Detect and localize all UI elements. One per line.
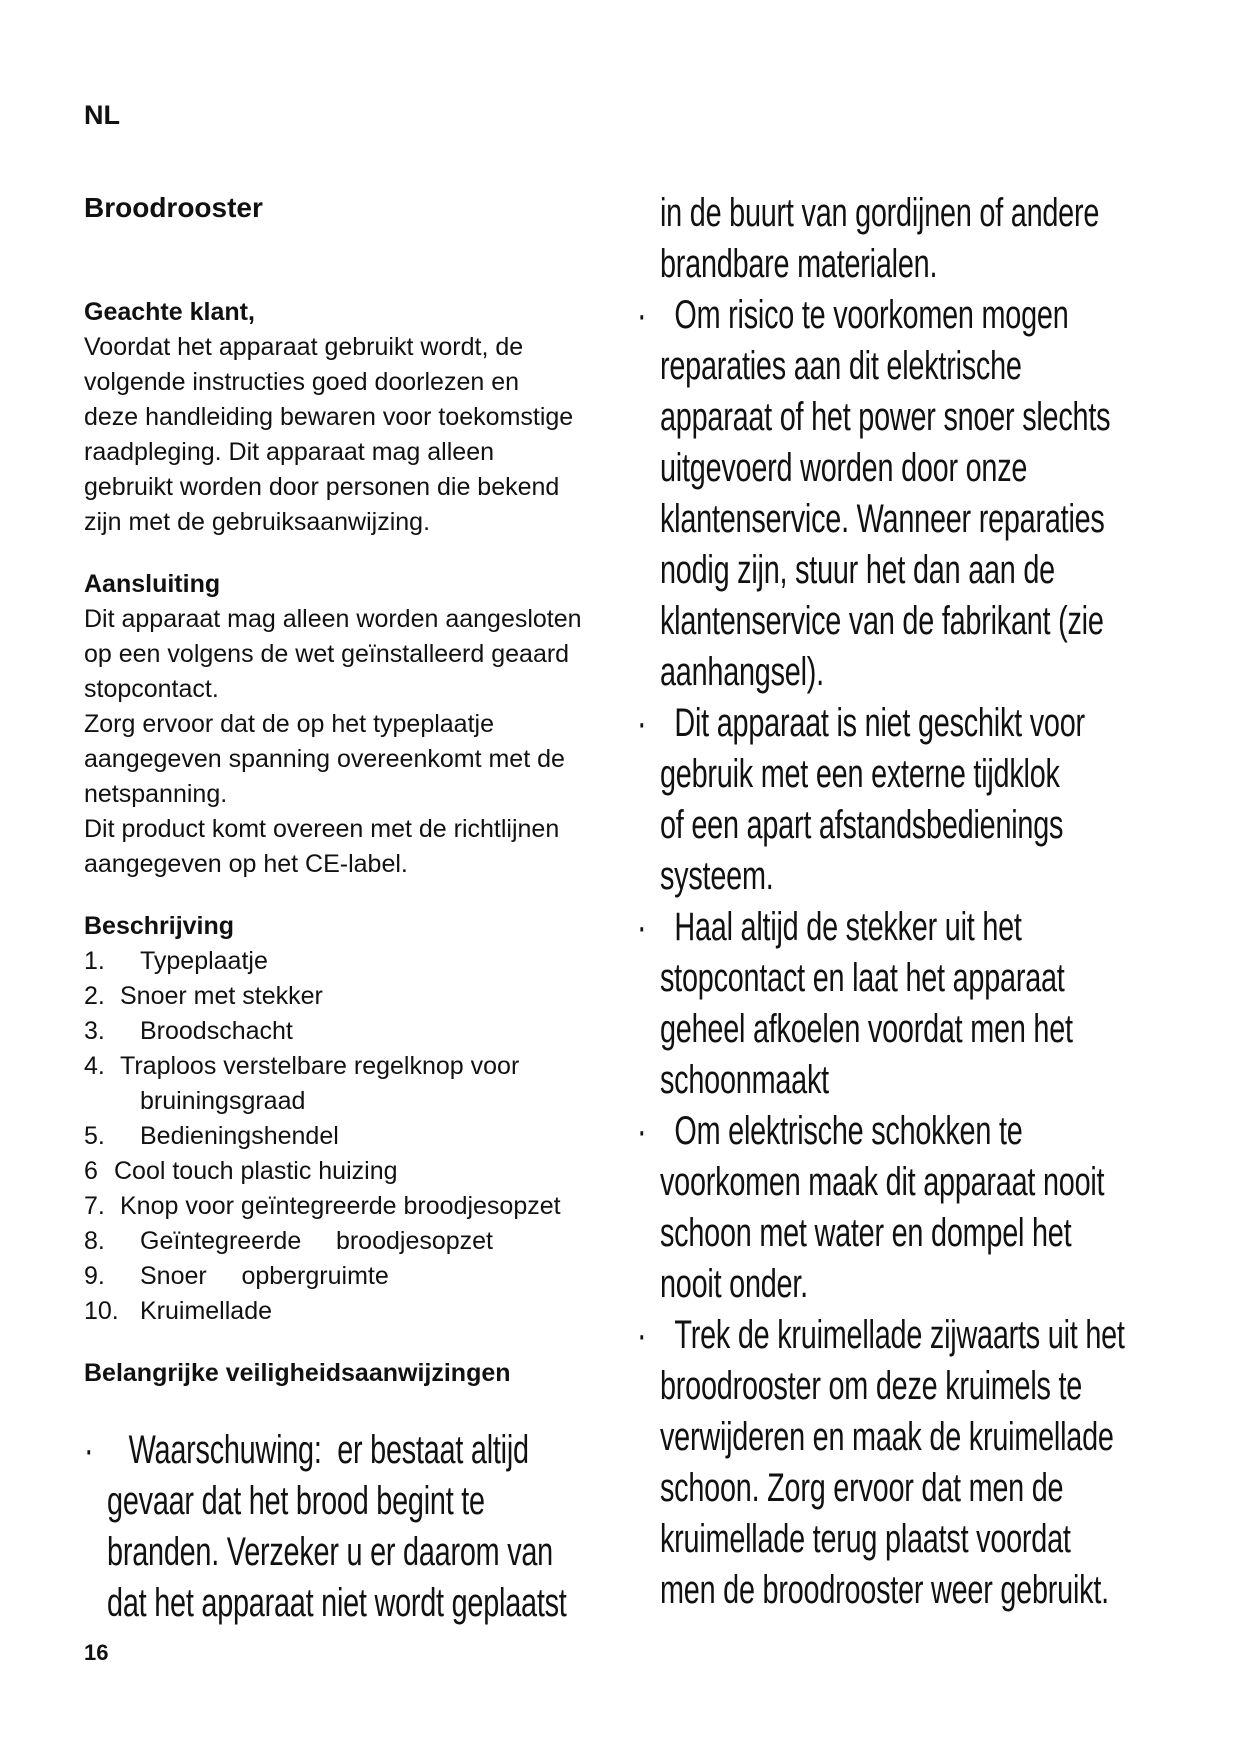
continuation-line: brandbare materialen. — [660, 242, 938, 286]
text-line: klantenservice. Wanneer reparaties — [660, 497, 1105, 541]
text-line: systeem. — [660, 854, 774, 898]
list-item — [84, 1189, 624, 1224]
item-text: Typeplaatje — [140, 947, 268, 975]
list-item — [84, 1049, 624, 1084]
safety-item — [636, 1106, 1241, 1310]
bullet-first-line: Dit apparaat is niet geschikt voor — [674, 701, 1085, 745]
intro-section — [84, 295, 624, 540]
bullet-first-line: Haal altijd de stekker uit het — [674, 905, 1022, 949]
text-line: gebruikt worden door personen die bekend — [84, 473, 560, 501]
item-text: Knop voor geïntegreerde broodjesopzet — [120, 1192, 561, 1220]
text-line: aangegeven spanning overeenkomt met de — [84, 745, 565, 773]
text-line: Dit apparaat mag alleen worden aangesloten — [84, 605, 582, 633]
text-line: klantenservice van de fabrikant (zie — [660, 599, 1104, 643]
text-line: zijn met de gebruiksaanwijzing. — [84, 508, 431, 536]
text-line: dat het apparaat niet wordt geplaatst — [107, 1581, 567, 1625]
list-item — [84, 1154, 624, 1189]
list-item — [84, 1294, 624, 1329]
text-line: verwijderen en maak de kruimellade — [660, 1415, 1114, 1459]
bullet-row — [84, 1425, 631, 1476]
list-item — [84, 979, 624, 1014]
item-number: 2. — [84, 982, 105, 1010]
bullet-first-line: Trek de kruimellade zijwaarts uit het — [674, 1313, 1125, 1357]
text-line: schoon. Zorg ervoor dat men de — [660, 1466, 1064, 1510]
safety-item — [636, 290, 1241, 698]
bullet-icon: · — [636, 1109, 647, 1153]
text-line: nodig zijn, stuur het dan aan de — [660, 548, 1055, 592]
bullet-icon: · — [636, 1313, 647, 1357]
item-number: 3. — [84, 1017, 105, 1045]
text-line: geheel afkoelen voordat men het — [660, 1007, 1073, 1051]
page-title: Broodrooster — [84, 192, 263, 223]
text-line: men de broodrooster weer gebruikt. — [660, 1568, 1109, 1612]
intro-text — [84, 330, 624, 540]
description-section — [84, 909, 624, 1329]
text-line: volgende instructies goed doorlezen en — [84, 368, 520, 396]
list-item — [84, 944, 624, 979]
description-heading: Beschrijving — [84, 912, 235, 940]
list-item — [84, 1014, 624, 1049]
text-line: schoon met water en dompel het — [660, 1211, 1072, 1255]
text-line: kruimellade terug plaatst voordat — [660, 1517, 1071, 1561]
left-column — [84, 295, 624, 1418]
list-item — [84, 1119, 624, 1154]
text-line: Zorg ervoor dat de op het typeplaatje — [84, 710, 494, 738]
item-number: 10. — [84, 1297, 119, 1325]
item-text: Bedieningshendel — [140, 1122, 339, 1150]
item-text: Traploos verstelbare regelknop voor — [120, 1052, 520, 1080]
item-text: bruiningsgraad — [140, 1087, 306, 1115]
text-line: netspanning. — [84, 780, 228, 808]
bullet-row — [636, 902, 1241, 953]
safety-item — [636, 902, 1241, 1106]
list-item — [84, 1224, 624, 1259]
safety-item — [636, 1310, 1241, 1616]
bullet-row — [636, 1310, 1241, 1361]
safety-section — [84, 1356, 624, 1391]
item-number: 4. — [84, 1052, 105, 1080]
text-line: gebruik met een externe tijdklok — [660, 752, 1060, 796]
connection-section — [84, 567, 624, 882]
item-text: Snoer met stekker — [120, 982, 323, 1010]
item-number: 9. — [84, 1262, 105, 1290]
text-line: deze handleiding bewaren voor toekomstige — [84, 403, 574, 431]
item-number — [84, 1084, 140, 1119]
safety-heading: Belangrijke veiligheidsaanwijzingen — [84, 1359, 511, 1387]
text-line: stopcontact en laat het apparaat — [660, 956, 1065, 1000]
bullet-first-line: Om risico te voorkomen mogen — [674, 293, 1069, 337]
text-line: stopcontact. — [84, 675, 219, 703]
text-line: of een apart afstandsbedienings — [660, 803, 1064, 847]
text-line: branden. Verzeker u er daarom van — [107, 1530, 553, 1574]
bullet-first-line: Waarschuwing: er bestaat altijd — [128, 1428, 529, 1472]
text-line: reparaties aan dit elektrische — [660, 344, 1022, 388]
right-column — [636, 188, 1241, 1616]
text-line: Dit product komt overeen met de richtlijnen — [84, 815, 560, 843]
item-text: Snoer opbergruimte — [140, 1262, 389, 1290]
item-text: Kruimellade — [140, 1297, 273, 1325]
text-line: aanhangsel). — [660, 650, 824, 694]
text-line: broodrooster om deze kruimels te — [660, 1364, 1083, 1408]
list-item — [84, 1084, 624, 1119]
language-code: NL — [84, 100, 120, 130]
text-line: nooit onder. — [660, 1262, 808, 1306]
bullet-first-line: Om elektrische schokken te — [674, 1109, 1023, 1153]
text-line: aangegeven op het CE-label. — [84, 850, 408, 878]
item-number: 7. — [84, 1192, 105, 1220]
text-line: uitgevoerd worden door onze — [660, 446, 1028, 490]
text-line: schoonmaakt — [660, 1058, 829, 1102]
text-line: op een volgens de wet geïnstalleerd geaard — [84, 640, 570, 668]
safety-first-item — [84, 1425, 631, 1629]
item-number: 6 — [84, 1157, 98, 1185]
text-line: apparaat of het power snoer slechts — [660, 395, 1111, 439]
item-text: Broodschacht — [140, 1017, 293, 1045]
continuation-line: in de buurt van gordijnen of andere — [660, 191, 1100, 235]
intro-heading: Geachte klant, — [84, 298, 255, 326]
item-number: 5. — [84, 1122, 105, 1150]
item-number: 8. — [84, 1227, 105, 1255]
bullet-icon: · — [84, 1428, 94, 1472]
item-text: Geïntegreerde broodjesopzet — [140, 1227, 494, 1255]
item-text: Cool touch plastic huizing — [114, 1157, 398, 1185]
bullet-row — [636, 698, 1241, 749]
connection-text — [84, 602, 624, 882]
item-number: 1. — [84, 947, 105, 975]
bullet-row — [636, 1106, 1241, 1157]
bullet-icon: · — [636, 905, 647, 949]
description-list — [84, 944, 624, 1329]
text-line: voorkomen maak dit apparaat nooit — [660, 1160, 1105, 1204]
list-item — [84, 1259, 624, 1294]
bullet-icon: · — [636, 293, 647, 337]
safety-item — [636, 698, 1241, 902]
text-line: raadpleging. Dit apparaat mag alleen — [84, 438, 494, 466]
connection-heading: Aansluiting — [84, 570, 221, 598]
bullet-row — [636, 290, 1241, 341]
page-number: 16 — [84, 1640, 109, 1665]
bullet-icon: · — [636, 701, 647, 745]
text-line: gevaar dat het brood begint te — [107, 1479, 485, 1523]
text-line: Voordat het apparaat gebruikt wordt, de — [84, 333, 524, 361]
